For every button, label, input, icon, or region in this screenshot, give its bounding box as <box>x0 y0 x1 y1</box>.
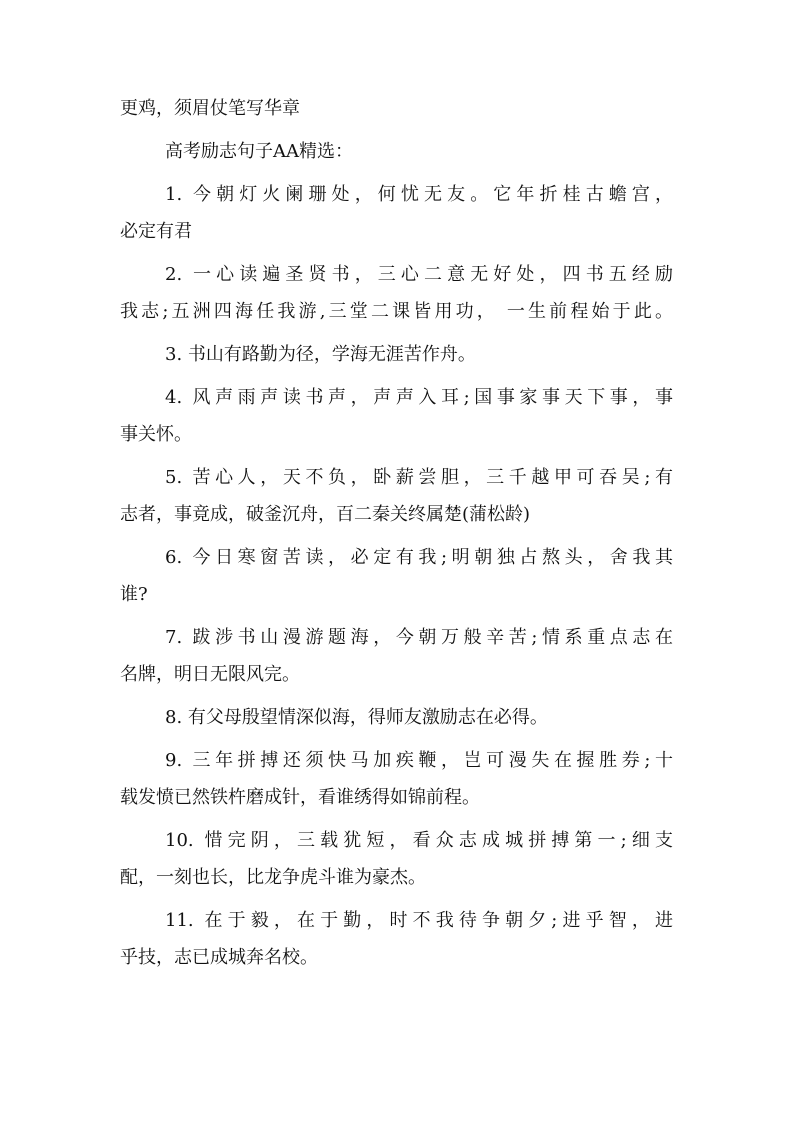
text-line: 4. 风声雨声读书声，声声入耳;国事家事天下事，事 <box>165 387 673 408</box>
text-line: 名牌，明日无限风完。 <box>120 664 300 685</box>
text-line: 配，一刻也长，比龙争虎斗谁为豪杰。 <box>120 867 426 888</box>
text-line: 2. 一心读遍圣贤书，三心二意无好处，四书五经励 <box>165 264 673 285</box>
text-line: 更鸡，须眉仗笔写华章 <box>120 98 300 119</box>
text-line: 6. 今日寒窗苦读，必定有我;明朝独占熬头，舍我其 <box>165 547 673 568</box>
text-line: 载发愤已然铁杵磨成针，看谁绣得如锦前程。 <box>120 787 480 808</box>
text-line: 10. 惜完阴，三载犹短，看众志成城拼搏第一;细支 <box>165 830 673 851</box>
text-line: 谁? <box>120 584 148 605</box>
text-line: 志者，事竟成，破釜沉舟，百二秦关终属楚(蒲松龄) <box>120 504 531 525</box>
text-line: 1. 今朝灯火阑珊处，何忧无友。它年折桂古蟾宫， <box>165 184 673 205</box>
text-line: 8. 有父母殷望情深似海，得师友激励志在必得。 <box>165 707 548 728</box>
text-line: 高考励志句子AA精选： <box>165 141 353 162</box>
text-line: 事关怀。 <box>120 424 192 445</box>
text-line: 3. 书山有路勤为径，学海无涯苦作舟。 <box>165 344 476 365</box>
text-line: 必定有君 <box>120 221 192 242</box>
text-line: 9. 三年拼搏还须快马加疾鞭，岂可漫失在握胜券;十 <box>165 750 673 771</box>
text-line: 11. 在于毅，在于勤，时不我待争朝夕;进乎智，进 <box>165 910 673 931</box>
text-line: 我志;五洲四海任我游,三堂二课皆用功， 一生前程始于此。 <box>120 301 673 322</box>
text-line: 7. 跋涉书山漫游题海，今朝万般辛苦;情系重点志在 <box>165 627 673 648</box>
text-line: 5. 苦心人，天不负，卧薪尝胆，三千越甲可吞吴;有 <box>165 467 673 488</box>
document-body <box>120 97 673 989</box>
text-line: 乎技，志已成城奔名校。 <box>120 947 318 968</box>
